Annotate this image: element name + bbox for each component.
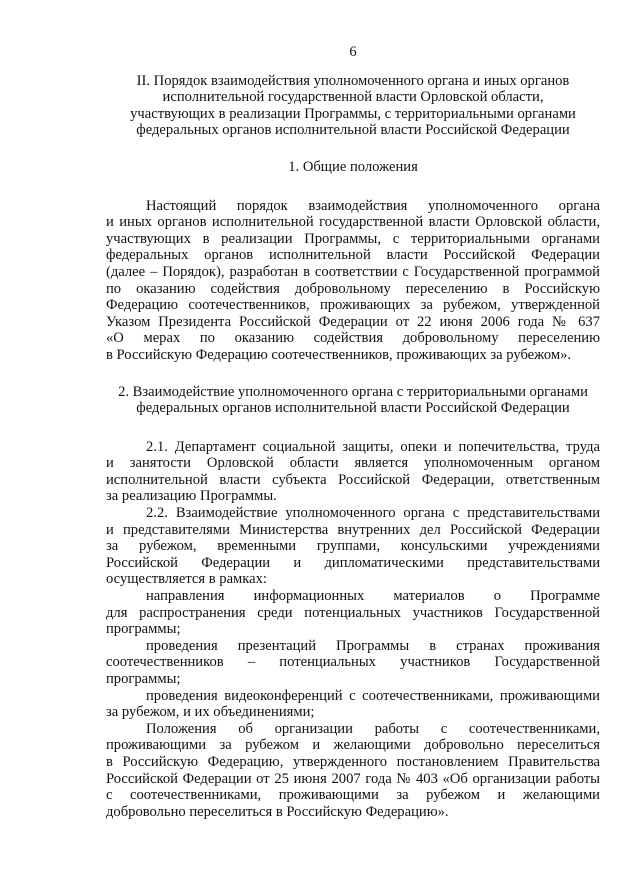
paragraph-line: программы; bbox=[106, 621, 181, 638]
paragraph-line: в Российскую Федерацию, утвержденного постановлением Правительства bbox=[106, 753, 600, 770]
page-number: 6 bbox=[349, 44, 357, 60]
paragraph-line: Федерацию соотечественников, проживающих за рубежом, утвержденной bbox=[106, 297, 600, 314]
paragraph-line: направления информационных материалов о Программе bbox=[146, 588, 600, 605]
paragraph-line: проведения видеоконференций с соотечественниками, проживающими bbox=[146, 687, 600, 704]
paragraph-line: программы; bbox=[106, 671, 181, 687]
paragraph-line: Российской Федерации и дипломатическими представительствами bbox=[106, 554, 600, 571]
subsection-2-title bbox=[106, 384, 600, 417]
paragraph-line: Положения об организации работы с соотечественниками, bbox=[146, 720, 600, 737]
list-item-info-materials bbox=[106, 588, 600, 638]
paragraph-line: участвующих в реализации Программы, с территориальными органами bbox=[106, 230, 600, 247]
paragraph-line: добровольно переселиться в Российскую Федерацию». bbox=[106, 803, 449, 820]
paragraph-line: осуществляется в рамках: bbox=[106, 571, 267, 588]
paragraph-line: с соотечественниками, проживающими за рубежом и желающими bbox=[106, 787, 600, 804]
section-title bbox=[106, 73, 600, 139]
paragraph-line: проведения презентаций Программы в странах проживания bbox=[146, 637, 600, 654]
paragraph-line: в Российскую Федерацию соотечественников, проживающих за рубежом». bbox=[106, 346, 572, 363]
paragraph-line: 2.1. Департамент социальной защиты, опеки и попечительства, труда bbox=[146, 438, 600, 455]
paragraph-line: Настоящий порядок взаимодействия уполномоченного органа bbox=[146, 197, 600, 214]
paragraph-line: за рубежом, и их объединениями; bbox=[106, 704, 315, 721]
section-title-line: II. Порядок взаимодействия уполномоченного органа и иных органов bbox=[136, 72, 570, 89]
paragraph-line: «О мерах по оказанию содействия добровольному переселению bbox=[106, 330, 600, 347]
subsection-1-paragraph bbox=[106, 198, 600, 364]
subsection-1-title-text: 1. Общие положения bbox=[288, 158, 418, 175]
paragraph-line: за рубежом, временными группами, консульскими учреждениями bbox=[106, 538, 600, 555]
paragraph-line: Российской Федерации от 25 июня 2007 года № 403 «Об организации работы bbox=[106, 770, 600, 787]
paragraph-line: Указом Президента Российской Федерации от 22 июня 2006 года № 637 bbox=[106, 313, 600, 330]
paragraph-line: и иных органов исполнительной государственной власти Орловской области, bbox=[106, 214, 600, 231]
paragraph-line: исполнительной власти субъекта Российской Федерации, ответственным bbox=[106, 471, 600, 488]
paragraph-line: и представителями Министерства внутренних дел Российской Федерации bbox=[106, 521, 600, 538]
list-item-videoconferences bbox=[106, 688, 600, 721]
paragraph-line: по оказанию содействия добровольному переселению в Российскую bbox=[106, 280, 600, 297]
paragraph-2-2 bbox=[106, 505, 600, 588]
list-item-regulation bbox=[106, 721, 600, 821]
paragraph-2-1 bbox=[106, 439, 600, 505]
section-title-line: исполнительной государственной власти Орловской области, bbox=[162, 89, 544, 106]
subsection-2-title-line: 2. Взаимодействие уполномоченного органа с территориальными органами bbox=[118, 383, 588, 400]
paragraph-line: за реализацию Программы. bbox=[106, 488, 277, 505]
subsection-1-title bbox=[106, 159, 600, 176]
section-title-line: участвующих в реализации Программы, с территориальными органами bbox=[130, 105, 576, 122]
section-title-line: федеральных органов исполнительной власти Российской Федерации bbox=[136, 122, 570, 139]
paragraph-line: федеральных органов исполнительной власти Российской Федерации bbox=[106, 247, 600, 264]
list-item-presentations bbox=[106, 638, 600, 688]
paragraph-line: 2.2. Взаимодействие уполномоченного органа с представительствами bbox=[146, 505, 600, 522]
paragraph-line: (далее – Порядок), разработан в соответствии с Государственной программой bbox=[106, 263, 600, 280]
subsection-2-title-line: федеральных органов исполнительной власти Российской Федерации bbox=[136, 400, 570, 417]
paragraph-line: соотечественников – потенциальных участников Государственной bbox=[106, 654, 600, 671]
paragraph-line: и занятости Орловской области является уполномоченным органом bbox=[106, 455, 600, 472]
paragraph-line: проживающими за рубежом и желающими добровольно переселиться bbox=[106, 737, 600, 754]
paragraph-line: для распространения среди потенциальных участников Государственной bbox=[106, 604, 600, 621]
